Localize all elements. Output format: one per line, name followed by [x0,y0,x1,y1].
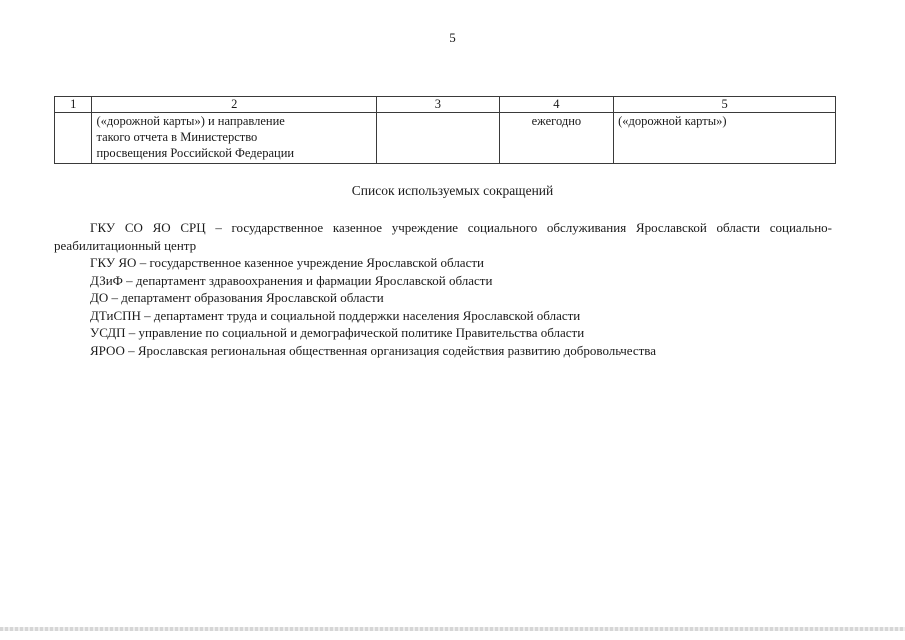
table-header-cell: 3 [377,97,500,113]
table-header-cell: 2 [92,97,377,113]
page-number: 5 [449,30,456,45]
table-cell-deadline: ежегодно [499,113,613,164]
abbreviation-item: УСДП – управление по социальной и демографической политике Правительства области [90,325,585,340]
table-cell-number [55,113,92,164]
abbreviation-item: ДО – департамент образования Ярославской области [90,290,384,305]
activity-line: такого отчета в Министерство [96,130,258,144]
abbreviations-title: Список используемых сокращений [351,183,554,198]
abbreviation-item: ГКУ ЯО – государственное казенное учреждение Ярославской области [90,255,484,270]
abbreviation-item: ДЗиФ – департамент здравоохранения и фармации Ярославской области [90,272,493,288]
table-cell-activity [92,113,377,164]
table-cell-responsible [377,113,500,164]
activity-line: просвещения Российской Федерации [96,146,295,160]
table-header-cell: 5 [614,97,836,113]
abbreviation-item: ЯРОО – Ярославская региональная общественная организация содействия развитию добровольчества [90,342,657,358]
abbreviation-item: ГКУ СО ЯО СРЦ – государственное казенное учреждение социального обслуживания Ярославской области социально-реабилитационный центр [54,220,832,253]
scan-edge-divider [0,627,905,631]
table-cell-result: («дорожной карты») [614,113,836,164]
table-header-cell: 4 [499,97,613,113]
abbreviation-item: ДТиСПН – департамент труда и социальной поддержки населения Ярославской области [90,307,581,323]
plan-table [54,96,836,164]
table-header-row [55,97,836,113]
table-header-cell: 1 [55,97,92,113]
abbreviations-list [54,219,832,359]
activity-line: («дорожной карты») и направление [96,114,285,128]
table-row [55,113,836,164]
